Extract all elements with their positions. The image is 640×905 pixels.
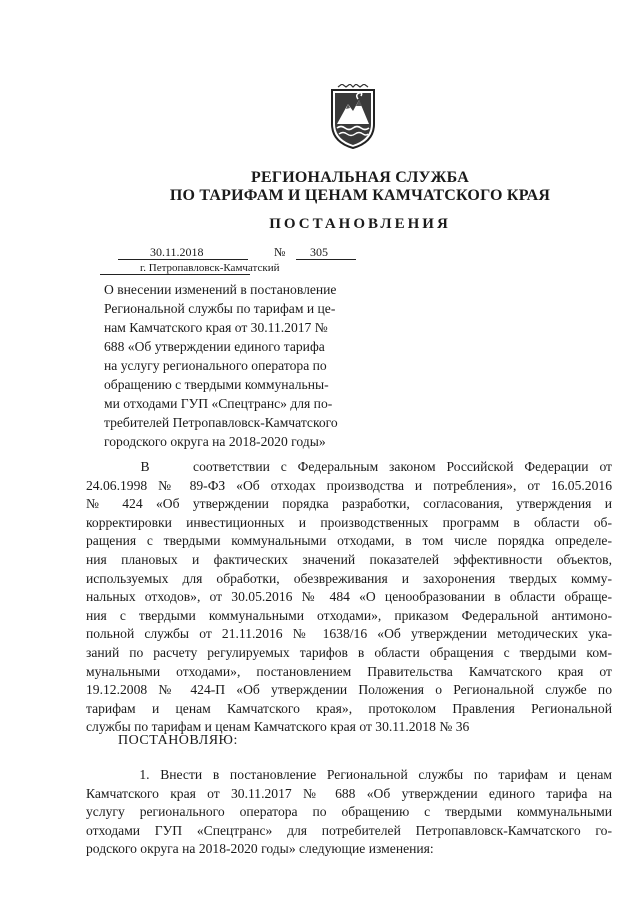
paragraph-line: польной службы от 21.11.2016 № 1638/16 «Об утверждении методических ука- [86,626,612,642]
number-underline [296,259,356,260]
city-underline [100,274,250,275]
coat-of-arms-emblem [328,84,378,150]
document-title [104,280,366,451]
date-number-line [110,245,370,263]
paragraph-line: службы по тарифам и ценам Камчатского края от 30.11.2018 № 36 [86,719,470,735]
org-name-line2: ПО ТАРИФАМ И ЦЕНАМ КАМЧАТСКОГО КРАЯ [169,187,551,204]
paragraph-line: используемых для обработки, обезвреживания и захоронения твердых комму- [86,570,612,586]
paragraph-line: ния с твердыми коммунальными отходами», приказом Федеральной антимоно- [86,607,612,623]
title-line: обращению с твердыми коммунальны- [104,377,329,392]
date-underline [118,259,248,260]
paragraph-line: мунальными отходами», постановлением Правительства Камчатского края от [86,663,612,679]
preamble-paragraph [86,458,612,737]
document-type: ПОСТАНОВЛЕНИЯ [269,216,451,232]
title-line: О внесении изменений в постановление [104,282,337,297]
decree-heading: ПОСТАНОВЛЯЮ: [118,733,238,748]
paragraph-line: 19.12.2008 № 424-П «Об утверждении Положения о Региональной службе по [86,682,612,698]
paragraph-line: ния плановых и фактических значений показателей эффективности объектов, [86,551,612,567]
document-date: 30.11.2018 [150,245,204,259]
paragraph-line: В соответствии с Федеральным законом Российской Федерации от [86,459,612,474]
title-line: городского округа на 2018-2020 годы» [104,434,326,449]
paragraph-line: № 424 «Об утверждении порядка разработки, согласования, утверждения и [86,496,612,512]
paragraph-line: отходами ГУП «Спецтранс» для потребителей Петропавловск-Камчатского го- [86,822,612,838]
paragraph-line: Камчатского края от 30.11.2017 № 688 «Об утверждении единого тарифа на [86,785,612,801]
title-line: Региональной службы по тарифам и це- [104,301,336,316]
paragraph-line: 24.06.1998 № 89-ФЗ «Об отходах производства и потребления», от 16.05.2016 [86,477,612,493]
title-line: 688 «Об утверждении единого тарифа [104,339,325,354]
title-line: ми отходами ГУП «Спецтранс» для по- [104,396,333,411]
paragraph-line: нальных отходов», от 30.05.2016 № 484 «О ценообразовании в области обраще- [86,589,612,605]
title-line: на услугу регионального оператора по [104,358,327,373]
paragraph-line: тарифам и ценам Камчатского края», протоколом Правления Региональной [86,700,612,716]
number-sign: № [274,245,286,259]
paragraph-line: родского округа на 2018-2020 годы» следующие изменения: [86,841,434,857]
paragraph-line: заний по расчету регулируемых тарифов в области обращения с твердыми ком- [86,644,612,660]
paragraph-line: услугу регионального оператора по обращению с твердыми коммунальными [86,804,612,820]
document-number: 305 [310,245,328,259]
city-name: г. Петропавловск-Камчатский [140,262,280,274]
paragraph-line: 1. Внести в постановление Региональной службы по тарифам и ценам [86,767,612,782]
clause-1-paragraph [86,766,612,859]
paragraph-line: корректировки инвестиционных и производственных программ в области об- [86,514,612,530]
paragraph-line: ращения с твердыми коммунальными отходами, в том числе порядка определе- [86,533,612,549]
title-line: требителей Петропавловск-Камчатского [104,415,338,430]
org-name-line1: РЕГИОНАЛЬНАЯ СЛУЖБА [251,169,469,186]
title-line: нам Камчатского края от 30.11.2017 № [104,320,328,335]
